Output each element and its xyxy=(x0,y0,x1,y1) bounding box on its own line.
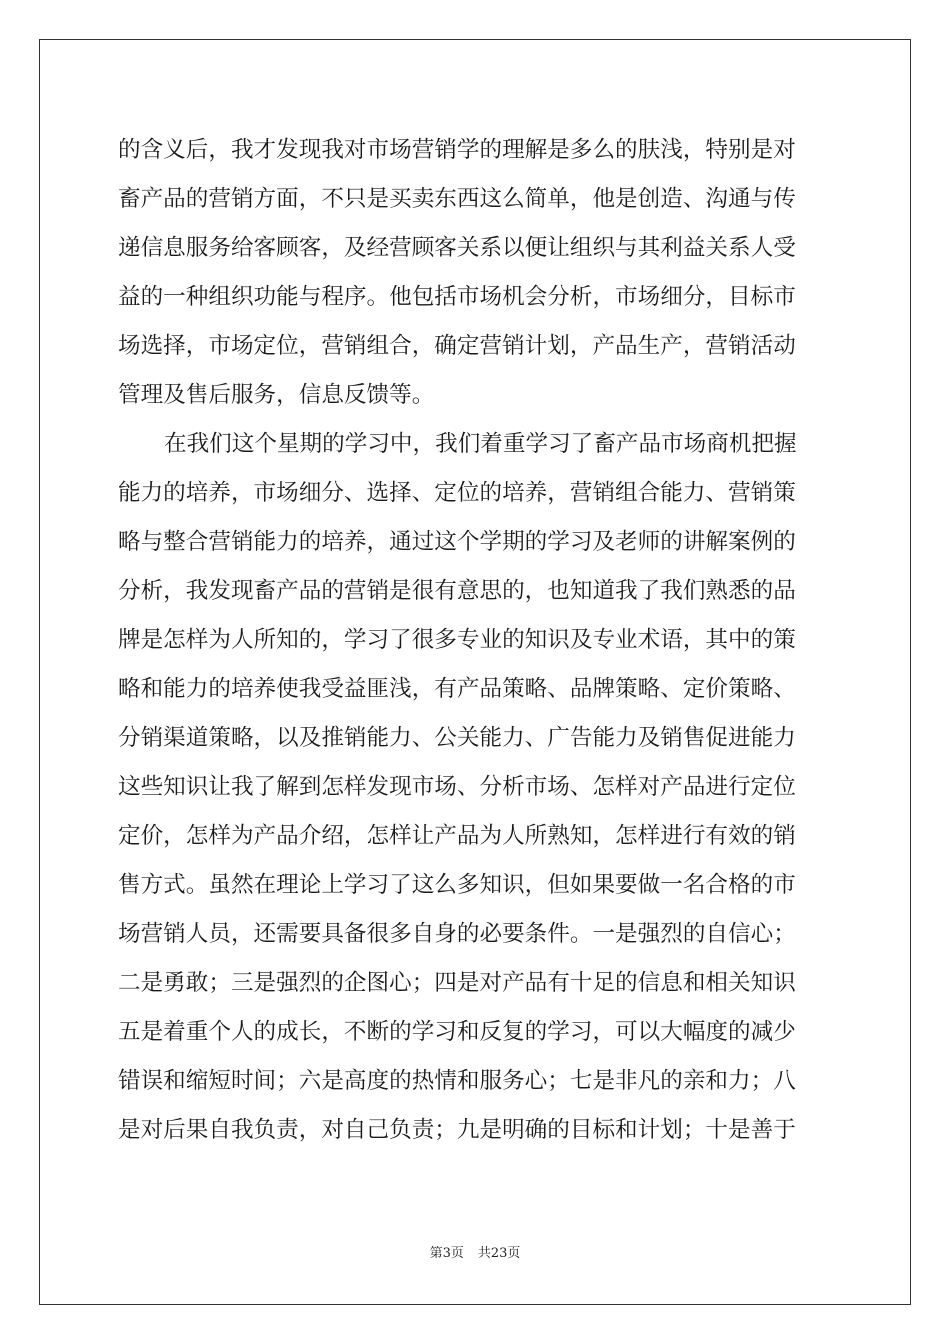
paragraph-2-line-3: 略与整合营销能力的培养，通过这个学期的学习及老师的讲解案例的 xyxy=(118,529,796,555)
page-number: 第3页 xyxy=(429,1246,464,1261)
paragraph-1-line-5: 场选择，市场定位，营销组合，确定营销计划，产品生产，营销活动 xyxy=(118,333,796,359)
paragraph-2-line-4: 分析，我发现畜产品的营销是很有意思的，也知道我了我们熟悉的品 xyxy=(118,578,796,604)
page-footer xyxy=(0,1245,950,1263)
paragraph-2-line-7: 分销渠道策略，以及推销能力、公关能力、广告能力及销售促进能力 xyxy=(118,725,796,751)
paragraph-2-line-11: 场营销人员，还需要具备很多自身的必要条件。一是强烈的自信心； xyxy=(118,921,796,947)
paragraph-1-line-1: 的含义后，我才发现我对市场营销学的理解是多么的肤浅，特别是对 xyxy=(118,137,796,163)
paragraph-2-line-1: 在我们这个星期的学习中，我们着重学习了畜产品市场商机把握 xyxy=(164,431,797,457)
paragraph-2-line-5: 牌是怎样为人所知的，学习了很多专业的知识及专业术语，其中的策 xyxy=(118,627,796,653)
paragraph-1-line-6: 管理及售后服务，信息反馈等。 xyxy=(118,382,435,408)
paragraph-1-line-2: 畜产品的营销方面，不只是买卖东西这么简单，他是创造、沟通与传 xyxy=(118,186,796,212)
paragraph-2-line-12: 二是勇敢；三是强烈的企图心；四是对产品有十足的信息和相关知识 xyxy=(118,970,796,996)
paragraph-2-line-6: 略和能力的培养使我受益匪浅，有产品策略、品牌策略、定价策略、 xyxy=(118,676,796,702)
document-body xyxy=(118,126,836,1155)
paragraph-2-line-15: 是对后果自我负责，对自己负责；九是明确的目标和计划；十是善于 xyxy=(118,1117,796,1143)
page-total: 共23页 xyxy=(477,1246,521,1261)
paragraph-2-line-10: 售方式。虽然在理论上学习了这么多知识，但如果要做一名合格的市 xyxy=(118,872,796,898)
paragraph-2-line-9: 定价，怎样为产品介绍，怎样让产品为人所熟知，怎样进行有效的销 xyxy=(118,823,796,849)
paragraph-1-line-4: 益的一种组织功能与程序。他包括市场机会分析，市场细分，目标市 xyxy=(118,284,796,310)
paragraph-2-line-2: 能力的培养，市场细分、选择、定位的培养，营销组合能力、营销策 xyxy=(118,480,796,506)
paragraph-2-line-8: 这些知识让我了解到怎样发现市场、分析市场、怎样对产品进行定位 xyxy=(118,774,796,800)
paragraph-2-line-14: 错误和缩短时间；六是高度的热情和服务心；七是非凡的亲和力；八 xyxy=(118,1068,796,1094)
paragraph-1-line-3: 递信息服务给客顾客，及经营顾客关系以便让组织与其利益关系人受 xyxy=(118,235,796,261)
paragraph-2-line-13: 五是着重个人的成长，不断的学习和反复的学习，可以大幅度的减少 xyxy=(118,1019,796,1045)
